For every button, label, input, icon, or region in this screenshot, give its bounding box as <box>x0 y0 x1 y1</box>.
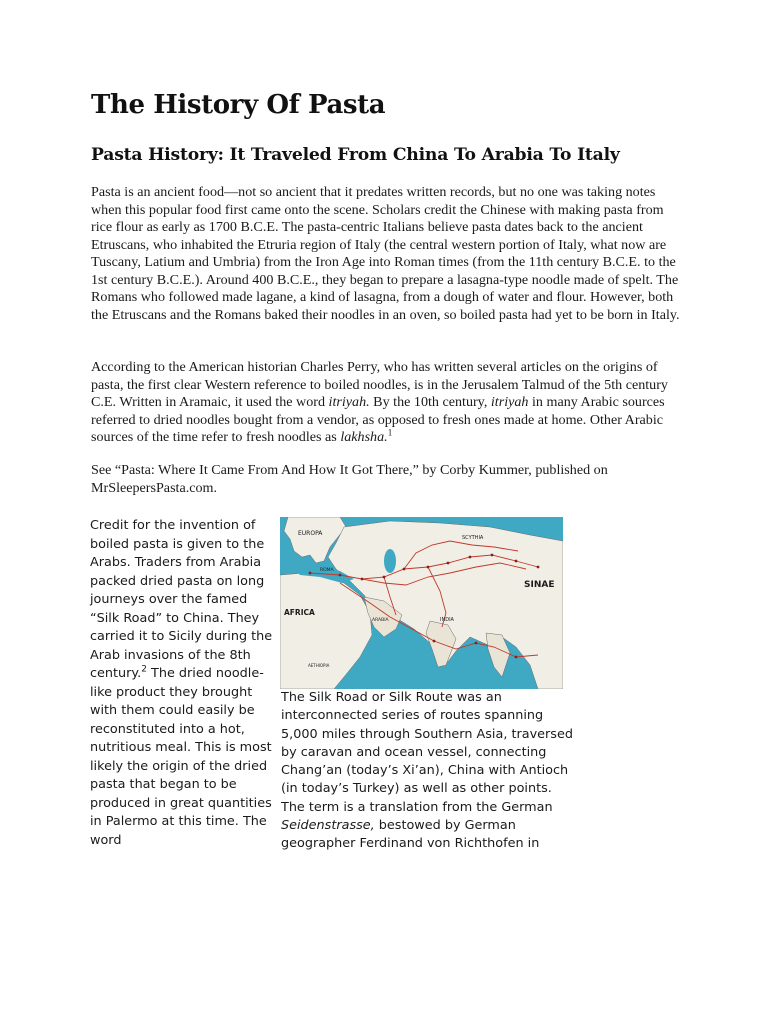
left-column-text-2: The dried noodle-like product they brought with them could easily be reconstituted into a hot, nutritious meal. This is most likely the origin of the dried pasta that began to be produced in great quantities in Palermo at this time. The word <box>90 666 272 848</box>
map-label-aethiopia: AETHIOPIA <box>308 663 330 668</box>
paragraph-perry-text-1: According to the American historian Charles Perry, who has written several articles on the origins of pasta, the first clear Western reference to boiled noodles, is in the Jerusalem Talmud of the 5th century C.E. Written in Aramaic, it used the word <box>91 359 668 410</box>
silk-road-map <box>280 517 563 689</box>
map-label-arabia: ARABIA <box>372 618 389 623</box>
map-label-europa: EUROPA <box>298 530 323 537</box>
term-seidenstrasse: Seidenstrasse, <box>281 818 375 834</box>
paragraph-perry <box>91 359 683 447</box>
paragraph-perry-text-2: By the 10th century, <box>369 394 491 410</box>
map-label-scythia: SCYTHIA <box>462 535 484 541</box>
map-caption <box>281 689 573 854</box>
paragraph-intro: Pasta is an ancient food—not so ancient that it predates written records, but no one was taking notes when this popular food first came onto the scene. Scholars credit the Chinese with making pasta from rice flour as early as 1700 B.C.E. The pasta-centric Italians believe pasta dates back to the ancient Etruscans, who inhabited the Etruria region of Italy (the central western portion of Italy, what now are Tuscany, Latium and Umbria) from the Iron Age into Roman times (from the 11th century B.C.E. to the 1st century B.C.E.). Around 400 B.C.E., they began to prepare a lasagna-type noodle made of spelt. The Romans who followed made lagane, a kind of lasagna, from a dough of water and flour. However, both the Etruscans and the Romans baked their noodles in an oven, so boiled pasta had yet to be born in Italy. <box>91 184 680 323</box>
paragraph-perry-text-3: in many Arabic sources referred to dried noodles bought from a vendor, as opposed to fresh ones made at home. Other Arabic sources of the time refer to fresh noodles as <box>91 394 665 445</box>
left-column-text-1: Credit for the invention of boiled pasta is given to the Arabs. Traders from Arabia packed dried pasta on long journeys over the famed “Silk Road” to China. They carried it to Sicily during the Arab invasions of the 8th century. <box>90 518 273 681</box>
footnote-marker-2: 2 <box>141 664 147 675</box>
map-label-africa: AFRICA <box>284 608 315 617</box>
term-itriyah: itriyah. <box>328 394 370 410</box>
map-label-india: INDIA <box>440 617 454 623</box>
map-caspian-sea <box>384 549 396 573</box>
paragraph-reference: See “Pasta: Where It Came From And How It Got There,” by Corby Kummer, published on MrSleepersPasta.com. <box>91 462 608 496</box>
map-caption-text-2: bestowed by German geographer Ferdinand von Richthofen in <box>281 818 540 852</box>
term-lakhsha: lakhsha. <box>340 429 388 445</box>
map-label-roma: ROMA <box>320 568 334 573</box>
left-column-text <box>90 517 274 850</box>
footnote-marker-1: 1 <box>387 427 393 438</box>
term-itriyah-2: itriyah <box>490 394 529 410</box>
silk-road-map-image <box>280 517 563 689</box>
map-caption-text-1: The Silk Road or Silk Route was an interconnected series of routes spanning 5,000 miles through Southern Asia, traversed by caravan and ocean vessel, connecting Chang’an (today’s Xi’an), China with Antioch (in today’s Turkey) as well as other points. The term is a translation from the German <box>281 690 573 815</box>
page-title: The History Of Pasta <box>91 90 386 120</box>
page-subtitle: Pasta History: It Traveled From China To Arabia To Italy <box>91 145 620 165</box>
map-label-sinae: SINAE <box>524 580 555 590</box>
